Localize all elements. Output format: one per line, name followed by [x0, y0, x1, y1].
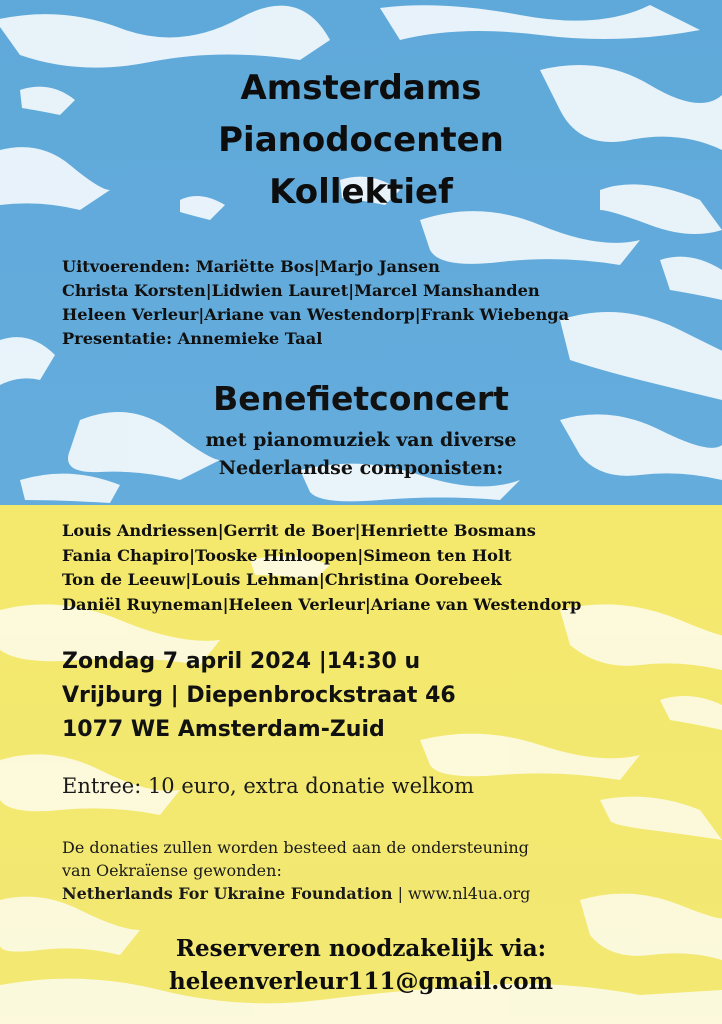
- composers-line: Fania Chapiro|Tooske Hinloopen|Simeon ten Holt: [62, 545, 512, 565]
- donations-line-1: De donaties zullen worden besteed aan de ondersteuning: [62, 838, 529, 857]
- subtitle-line-1: met pianomuziek van diverse: [205, 429, 517, 451]
- foundation-name: Netherlands For Ukraine Foundation: [62, 884, 393, 903]
- performers-line: Christa Korsten|Lidwien Lauret|Marcel Manshanden: [62, 281, 540, 300]
- entry-fee: Entree: 10 euro, extra donatie welkom: [62, 774, 475, 798]
- composers-line: Ton de Leeuw|Louis Lehman|Christina Oorebeek: [62, 570, 502, 589]
- foundation-line: [62, 882, 702, 905]
- concert-subtitle: [0, 426, 722, 482]
- event-venue: Vrijburg | Diepenbrockstraat 46: [62, 683, 456, 708]
- donations-info: [62, 836, 702, 905]
- subtitle-line-2: Nederlandse componisten:: [218, 457, 504, 479]
- composers-line: Daniël Ruyneman|Heleen Verleur|Ariane van Westendorp: [62, 594, 582, 614]
- performers-line: Uitvoerenden: Mariëtte Bos|Marjo Jansen: [62, 257, 440, 276]
- separator: |: [392, 884, 409, 903]
- reservation-heading: Reserveren noodzakelijk via:: [175, 935, 547, 962]
- performers-line: Heleen Verleur|Ariane van Westendorp|Frank Wiebenga: [62, 305, 570, 324]
- title-line-1: Amsterdams: [240, 68, 482, 108]
- presenter-line: Presentatie: Annemieke Taal: [62, 329, 323, 348]
- event-date-time: Zondag 7 april 2024 |14:30 u: [62, 649, 421, 674]
- collective-title: [0, 62, 722, 218]
- composers-line: Louis Andriessen|Gerrit de Boer|Henriette Bosmans: [62, 521, 536, 540]
- title-line-2: Pianodocenten: [218, 120, 504, 160]
- performers-list: [62, 255, 702, 351]
- event-postal-address: 1077 WE Amsterdam-Zuid: [62, 717, 385, 742]
- donations-line-2: van Oekraïense gewonden:: [62, 861, 282, 880]
- title-line-3: Kollektief: [269, 172, 453, 212]
- reservation-email-link[interactable]: heleenverleur111@gmail.com: [169, 968, 553, 995]
- foundation-website-link[interactable]: www.nl4ua.org: [408, 884, 531, 903]
- composers-list: [62, 519, 712, 617]
- concert-title: Benefietconcert: [213, 379, 509, 418]
- reservation-info: [0, 932, 722, 998]
- event-details: [62, 645, 702, 747]
